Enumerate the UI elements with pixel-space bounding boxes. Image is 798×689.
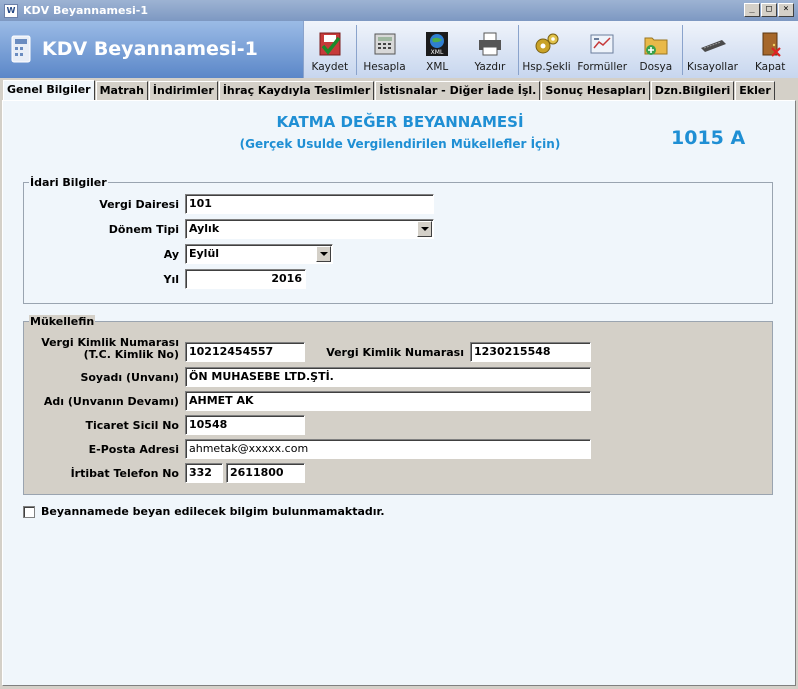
toolbar [303, 21, 798, 78]
tab-indirimler[interactable]: İndirimler [149, 81, 218, 101]
donem-tipi-label: Dönem Tipi [108, 223, 179, 236]
dosya-label: Dosya [639, 61, 673, 73]
tab-content-genel-bilgiler [2, 100, 796, 686]
adi-input[interactable]: AHMET AK [185, 391, 591, 411]
exit-door-icon [755, 30, 785, 58]
tab-strip [0, 80, 798, 101]
tab-dzn-bilgileri[interactable]: Dzn.Bilgileri [651, 81, 735, 101]
yazdir-button[interactable] [462, 21, 518, 78]
formuller-button[interactable] [574, 21, 630, 78]
minimize-button[interactable]: _ [744, 3, 760, 17]
tab-ekler[interactable]: Ekler [735, 81, 775, 101]
hsp-sekli-label: Hsp.Şekli [522, 61, 571, 73]
kaydet-label: Kaydet [311, 61, 349, 73]
xml-button[interactable] [412, 21, 462, 78]
eposta-input[interactable]: ahmetak@xxxxx.com [185, 439, 591, 459]
donem-tipi-value: Aylık [189, 222, 220, 235]
window-titlebar [0, 0, 798, 21]
eposta-label: E-Posta Adresi [88, 443, 179, 456]
beyan-checkbox[interactable] [23, 506, 35, 518]
chevron-down-icon[interactable] [417, 221, 432, 237]
document-title: KATMA DEĞER BEYANNAMESİ [276, 113, 524, 131]
tckn-label-line2: (T.C. Kimlik No) [83, 348, 179, 361]
folder-plus-icon [641, 30, 671, 58]
calculator-icon [370, 30, 400, 58]
ticaret-sicil-label: Ticaret Sicil No [85, 419, 179, 432]
adi-label: Adı (Unvanın Devamı) [43, 395, 179, 408]
tab-sonuc-hesaplari[interactable]: Sonuç Hesapları [541, 81, 649, 101]
tab-matrah[interactable]: Matrah [96, 81, 148, 101]
hesapla-button[interactable] [357, 21, 413, 78]
mukellefin-group [23, 315, 773, 495]
hesapla-label: Hesapla [363, 61, 406, 73]
vkn-input[interactable]: 1230215548 [470, 342, 591, 362]
kisayollar-button[interactable] [683, 21, 743, 78]
telefon-kod-input[interactable]: 332 [185, 463, 223, 483]
kapat-label: Kapat [754, 61, 786, 73]
yazdir-label: Yazdır [474, 61, 506, 73]
calculator-logo-icon [10, 35, 32, 63]
maximize-button[interactable]: □ [761, 3, 777, 17]
dosya-button[interactable] [630, 21, 682, 78]
kisayollar-label: Kısayollar [687, 61, 738, 73]
idari-bilgiler-legend: İdari Bilgiler [30, 176, 107, 189]
xml-globe-icon [422, 30, 452, 58]
vkn-label: Vergi Kimlik Numarası [326, 346, 464, 359]
beyan-checkbox-row[interactable] [23, 505, 385, 518]
printer-icon [475, 30, 505, 58]
telefon-no-input[interactable]: 2611800 [226, 463, 305, 483]
tckn-label [34, 337, 179, 361]
tckn-label-line1: Vergi Kimlik Numarası [41, 336, 179, 349]
ticaret-sicil-input[interactable]: 10548 [185, 415, 305, 435]
soyadi-input[interactable]: ÖN MUHASEBE LTD.ŞTİ. [185, 367, 591, 387]
tab-istisnalar[interactable]: İstisnalar - Diğer İade İşl. [375, 81, 540, 101]
xml-icon-text: XML [430, 49, 444, 56]
ay-select[interactable] [185, 244, 333, 264]
xml-label: XML [426, 61, 449, 73]
donem-tipi-select[interactable] [185, 219, 434, 239]
close-button[interactable]: × [778, 3, 794, 17]
yil-label: Yıl [163, 273, 179, 286]
mukellefin-legend: Mükellefin [30, 315, 95, 328]
form-code: 1015 A [671, 127, 746, 149]
window-title: KDV Beyannamesi-1 [23, 4, 148, 17]
soyadi-label: Soyadı (Unvanı) [80, 371, 179, 384]
chevron-down-icon[interactable] [316, 246, 331, 262]
ay-label: Ay [163, 248, 179, 261]
kapat-button[interactable] [742, 21, 798, 78]
formulas-icon [587, 30, 617, 58]
vergi-dairesi-input[interactable]: 101 [185, 194, 434, 214]
tab-ihrac-kaydiyla-teslimler[interactable]: İhraç Kaydıyla Teslimler [219, 81, 374, 101]
formuller-label: Formüller [577, 61, 628, 73]
ay-value: Eylül [189, 247, 220, 260]
header-title: KDV Beyannamesi-1 [42, 38, 258, 60]
document-subtitle: (Gerçek Usulde Vergilendirilen Mükellefler İçin) [239, 137, 561, 151]
yil-input[interactable]: 2016 [185, 269, 306, 289]
vergi-dairesi-label: Vergi Dairesi [99, 198, 179, 211]
save-check-icon [315, 30, 345, 58]
gears-icon [532, 30, 562, 58]
beyan-checkbox-label[interactable]: Beyannamede beyan edilecek bilgim bulunmamaktadır. [41, 505, 385, 518]
hsp-sekli-button[interactable] [519, 21, 575, 78]
tab-genel-bilgiler[interactable]: Genel Bilgiler [3, 80, 95, 101]
idari-bilgiler-group [23, 176, 773, 304]
tckn-input[interactable]: 10212454557 [185, 342, 305, 362]
telefon-label: İrtibat Telefon No [70, 467, 179, 480]
app-icon: W [4, 4, 18, 18]
keyboard-icon [698, 30, 728, 58]
kaydet-button[interactable] [304, 21, 356, 78]
